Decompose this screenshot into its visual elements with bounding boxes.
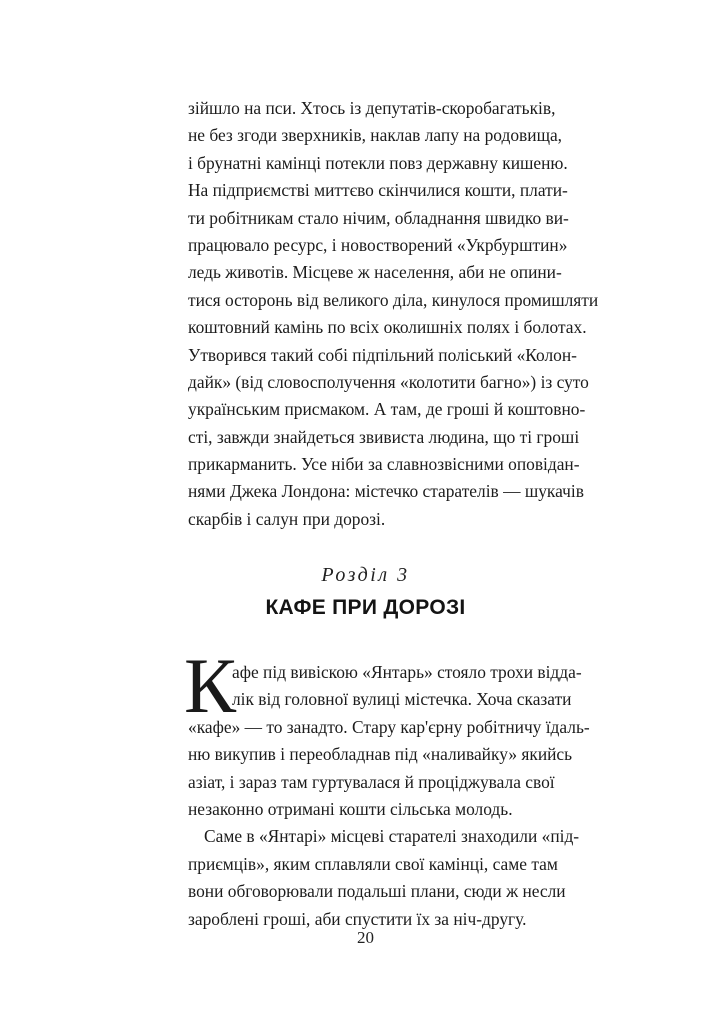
text-line: ню викупив і переобладнав під «наливайку» якийсь: [188, 744, 573, 765]
text-line: тися осторонь від великого діла, кинулося промишляти: [188, 289, 599, 310]
text-line: вони обговорювали подальші плани, сюди ж несли: [188, 881, 566, 902]
text-line: прикарманить. Усе ніби за славнозвісними оповідан-: [188, 454, 580, 475]
text-line: скарбів і салун при дорозі.: [188, 508, 386, 529]
text-line: афе під вивіскою «Янтарь» стояло трохи відда-: [232, 662, 582, 682]
text-line: приємців», яким сплавляли свої камінці, саме там: [188, 853, 558, 874]
text-line: не без згоди зверхників, наклав лапу на родовища,: [188, 125, 563, 146]
chapter-title: КАФЕ ПРИ ДОРОЗІ: [265, 596, 466, 619]
text-line: зійшло на пси. Хтось із депутатів-скоробагатьків,: [188, 98, 556, 118]
text-line: ледь животів. Місцеве ж населення, аби не опини-: [188, 262, 562, 283]
text-line: незаконно отримані кошти сільська молодь.: [188, 798, 513, 819]
text-line: нями Джека Лондона: містечко старателів — шукачів: [188, 481, 584, 502]
text-line: і брунатні камінці потекли повз державну кишеню.: [188, 152, 568, 173]
text-line: коштовний камінь по всіх околишніх полях і болотах.: [188, 317, 587, 338]
text-line: працювало ресурс, і новостворений «Укрбурштин»: [188, 234, 568, 255]
text-line: Утворився такий собі підпільний поліський «Колон-: [188, 344, 577, 365]
drop-cap: К: [184, 642, 237, 729]
text-line: лік від головної вулиці містечка. Хоча сказати: [232, 689, 572, 710]
text-line: дайк» (від словосполучення «колотити багно») із суто: [188, 371, 589, 392]
text-line: українським присмаком. А там, де гроші й коштовно-: [188, 399, 586, 420]
text-line: зароблені гроші, аби спустити їх за ніч-другу.: [188, 908, 527, 929]
text-line: ти робітникам стало нічим, обладнання швидко ви-: [188, 207, 569, 228]
text-line: азіат, і зараз там гуртувалася й проціджувала свої: [188, 771, 555, 792]
chapter-label: Розділ 3: [321, 564, 410, 586]
page-number: 20: [357, 928, 374, 947]
text-line: сті, завжди знайдеться звивиста людина, що ті гроші: [188, 426, 580, 447]
text-line: Саме в «Янтарі» місцеві старателі знаходили «під-: [204, 826, 580, 847]
text-line: На підприємстві миттєво скінчилися кошти, плати-: [188, 180, 568, 201]
text-line: «кафе» — то занадто. Стару кар'єрну робітничу їдаль-: [188, 716, 590, 737]
top-paragraph: [188, 95, 599, 533]
chapter-paragraphs: [188, 659, 590, 933]
